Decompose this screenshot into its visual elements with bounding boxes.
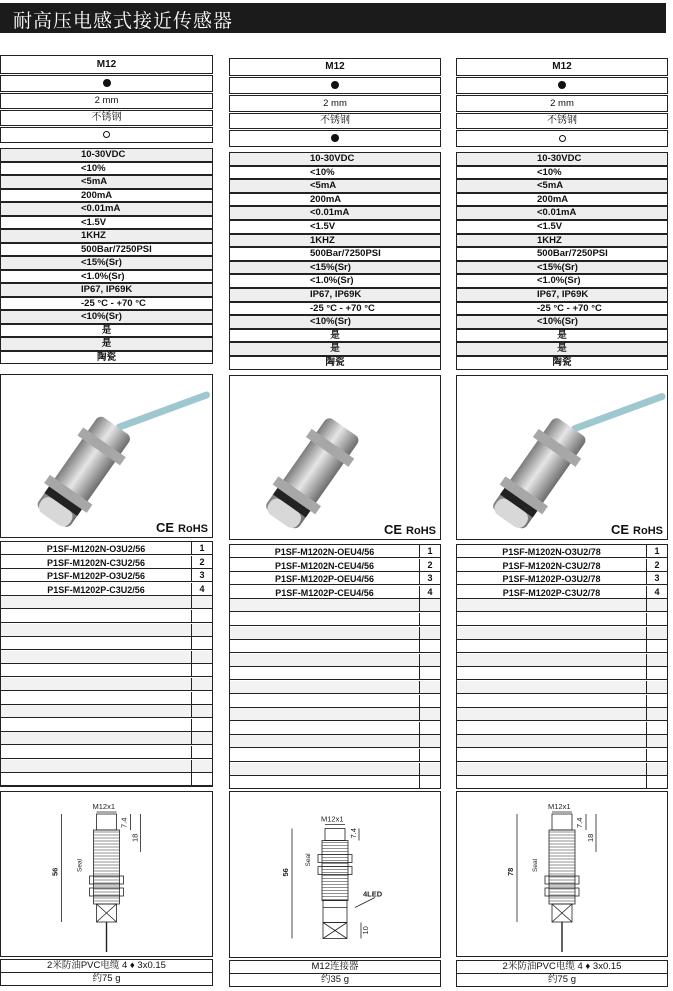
svg-text:Seal: Seal xyxy=(305,853,312,867)
spec-value: <1.0%(Sr) xyxy=(310,275,354,287)
spec-value: 200mA xyxy=(81,189,113,201)
part-index xyxy=(646,667,667,679)
table-row xyxy=(457,667,667,680)
dimension-drawing-box xyxy=(0,791,213,957)
spec-row xyxy=(456,288,668,302)
rohs-mark: RoHS xyxy=(633,525,663,537)
part-index xyxy=(419,654,440,666)
spec-row xyxy=(0,256,213,270)
non-flush-indicator-icon xyxy=(559,135,566,142)
spec-row xyxy=(229,261,441,275)
part-index xyxy=(191,651,212,663)
spec-value: 10-30VDC xyxy=(537,153,582,164)
spec-value: <5mA xyxy=(81,176,108,187)
table-row xyxy=(457,586,667,599)
part-index xyxy=(191,719,212,731)
spec-row xyxy=(0,297,213,311)
spec-row xyxy=(456,152,668,166)
table-row xyxy=(457,722,667,735)
spec-header-ring xyxy=(0,127,213,143)
part-number-table xyxy=(456,544,668,789)
svg-text:56: 56 xyxy=(281,868,290,877)
spec-row xyxy=(229,193,441,207)
ce-mark: CE xyxy=(610,522,630,537)
table-row xyxy=(230,735,440,748)
part-index xyxy=(646,735,667,747)
part-index xyxy=(191,637,212,649)
table-row xyxy=(457,749,667,762)
part-index xyxy=(646,599,667,611)
spec-row xyxy=(229,179,441,193)
sensor-photo xyxy=(1,375,212,537)
product-photo xyxy=(0,374,213,538)
table-row xyxy=(230,695,440,708)
spec-row xyxy=(456,193,668,207)
spec-header-dot xyxy=(229,130,441,147)
part-index xyxy=(419,749,440,761)
spec-row xyxy=(229,166,441,180)
spec-header-distance xyxy=(456,95,668,112)
table-row xyxy=(457,613,667,626)
spec-row xyxy=(0,351,213,365)
spec-header-material xyxy=(456,113,668,129)
table-row xyxy=(457,735,667,748)
part-code: P1SF-M1202P-OEU4/56 xyxy=(274,574,375,585)
sensing-distance: 2 mm xyxy=(94,95,119,106)
spec-value: <10% xyxy=(537,166,562,178)
housing-material: 不锈钢 xyxy=(91,112,122,123)
table-row xyxy=(230,654,440,667)
thread-label: M12x1 xyxy=(92,802,116,811)
table-row xyxy=(1,556,212,569)
spec-value: 200mA xyxy=(310,193,342,205)
spec-value: 是 xyxy=(557,329,567,341)
product-weight: 约75 g xyxy=(548,974,576,985)
part-index: 2 xyxy=(191,556,212,568)
spec-row xyxy=(229,315,441,329)
part-number-table xyxy=(0,541,213,787)
part-code: P1SF-M1202N-OEU4/56 xyxy=(274,547,375,557)
spec-value: 500Bar/7250PSI xyxy=(310,248,381,260)
product-weight: 约35 g xyxy=(321,974,349,985)
table-row xyxy=(1,651,212,664)
spec-row xyxy=(456,315,668,329)
table-row xyxy=(230,559,440,572)
spec-row xyxy=(456,220,668,234)
product-column xyxy=(229,0,441,991)
spec-value: <10%(Sr) xyxy=(537,316,578,328)
svg-text:Seal: Seal xyxy=(532,858,539,872)
spec-row xyxy=(0,162,213,176)
spec-header-ring xyxy=(456,130,668,147)
part-index: 4 xyxy=(191,583,212,595)
spec-row xyxy=(229,329,441,343)
part-index: 1 xyxy=(191,542,212,554)
spec-header-thread xyxy=(229,58,441,76)
housing-material: 不锈钢 xyxy=(547,115,577,126)
spec-value: 是 xyxy=(330,329,340,341)
spec-value: <0.01mA xyxy=(81,203,121,214)
spec-row xyxy=(229,234,441,248)
part-index xyxy=(419,695,440,707)
part-number-table xyxy=(229,544,441,789)
spec-value: <10% xyxy=(310,166,335,178)
spec-row xyxy=(456,302,668,316)
spec-value: 是 xyxy=(330,343,340,355)
part-index xyxy=(646,681,667,693)
table-row xyxy=(457,708,667,721)
spec-value: <15%(Sr) xyxy=(537,261,578,273)
table-row xyxy=(1,610,212,623)
spec-row xyxy=(229,220,441,234)
part-index xyxy=(419,722,440,734)
table-row xyxy=(1,678,212,691)
spec-value: 陶瓷 xyxy=(552,357,572,368)
table-row xyxy=(1,732,212,745)
table-row xyxy=(230,640,440,653)
svg-text:7.4: 7.4 xyxy=(119,817,129,828)
spec-row xyxy=(0,216,213,230)
part-code: P1SF-M1202N-CEU4/56 xyxy=(274,560,375,571)
part-index xyxy=(191,624,212,636)
table-row xyxy=(1,624,212,637)
table-row xyxy=(230,586,440,599)
part-index xyxy=(646,763,667,775)
table-row xyxy=(457,627,667,640)
svg-text:7.4: 7.4 xyxy=(349,828,358,839)
table-row xyxy=(230,667,440,680)
spec-value: 1KHZ xyxy=(310,234,335,246)
part-index xyxy=(191,773,212,785)
spec-value: <5mA xyxy=(537,180,564,192)
dimension-drawing xyxy=(457,792,667,956)
part-code: P1SF-M1202P-CEU4/56 xyxy=(275,587,374,598)
svg-text:Seal: Seal xyxy=(76,858,84,872)
part-index xyxy=(646,722,667,734)
spec-value: <10%(Sr) xyxy=(81,311,122,322)
spec-row xyxy=(0,202,213,216)
spec-header-distance xyxy=(229,95,441,112)
spec-row xyxy=(0,148,213,162)
spec-header-dot xyxy=(0,75,213,92)
spec-header-material xyxy=(0,110,213,126)
svg-text:M12x1: M12x1 xyxy=(321,814,344,824)
part-index: 2 xyxy=(646,559,667,571)
spec-value: IP67, IP69K xyxy=(310,289,362,300)
product-weight: 约75 g xyxy=(92,973,121,984)
part-index xyxy=(646,613,667,625)
spec-value: -25 °C - +70 °C xyxy=(537,302,602,314)
spec-header-thread xyxy=(0,55,213,74)
spec-row xyxy=(456,247,668,261)
part-index xyxy=(419,735,440,747)
table-row xyxy=(1,773,212,786)
spec-header-dot xyxy=(229,77,441,94)
table-row xyxy=(230,763,440,776)
table-row xyxy=(457,545,667,558)
part-code: P1SF-M1202P-C3U2/56 xyxy=(47,584,145,595)
spec-row xyxy=(0,324,213,338)
certification-marks xyxy=(156,520,208,535)
part-index xyxy=(646,749,667,761)
spec-value: <15%(Sr) xyxy=(81,257,122,268)
part-index xyxy=(191,705,212,717)
sensing-distance: 2 mm xyxy=(550,98,574,109)
svg-text:7.4: 7.4 xyxy=(575,817,584,828)
spec-value: <5mA xyxy=(310,180,337,192)
part-code: P1SF-M1202P-C3U2/78 xyxy=(502,587,601,598)
spec-row xyxy=(456,206,668,220)
spec-value: -25 °C - +70 °C xyxy=(310,302,375,314)
spec-row xyxy=(0,175,213,189)
table-row xyxy=(230,681,440,694)
part-index xyxy=(646,708,667,720)
connection-type: 2米防油PVC电缆 4 ♦ 3x0.15 xyxy=(457,961,667,974)
thread-size: M12 xyxy=(552,61,572,72)
connection-footer xyxy=(0,959,213,986)
spec-value: 500Bar/7250PSI xyxy=(81,243,152,255)
part-index xyxy=(419,599,440,611)
dimension-drawing xyxy=(1,792,212,956)
table-row xyxy=(1,569,212,582)
table-row xyxy=(1,542,212,555)
spec-row xyxy=(229,274,441,288)
spec-row xyxy=(456,274,668,288)
rohs-mark: RoHS xyxy=(178,523,208,535)
spec-row xyxy=(0,243,213,257)
table-row xyxy=(230,708,440,721)
part-index: 3 xyxy=(646,572,667,584)
table-row xyxy=(230,613,440,626)
part-index xyxy=(191,746,212,758)
spec-value: 陶瓷 xyxy=(325,357,345,368)
certification-marks xyxy=(384,522,436,537)
spec-row xyxy=(456,356,668,370)
product-photo xyxy=(456,375,668,540)
table-row xyxy=(230,572,440,585)
part-index xyxy=(191,678,212,690)
table-row xyxy=(457,695,667,708)
spec-value: 500Bar/7250PSI xyxy=(537,248,608,260)
table-row xyxy=(1,705,212,718)
svg-text:56: 56 xyxy=(50,867,60,876)
housing-material: 不锈钢 xyxy=(320,115,350,126)
spec-value: <10% xyxy=(81,162,106,174)
part-code: P1SF-M1202P-O3U2/78 xyxy=(502,574,601,585)
spec-row xyxy=(0,337,213,351)
table-row xyxy=(230,749,440,762)
part-index xyxy=(419,708,440,720)
part-index: 4 xyxy=(419,586,440,598)
flush-indicator-icon xyxy=(103,79,111,87)
table-row xyxy=(230,627,440,640)
table-row xyxy=(457,776,667,789)
part-code: P1SF-M1202N-C3U2/78 xyxy=(502,560,601,571)
part-index xyxy=(419,613,440,625)
part-index xyxy=(646,776,667,788)
spec-value: IP67, IP69K xyxy=(537,289,589,300)
part-index: 2 xyxy=(419,559,440,571)
rohs-mark: RoHS xyxy=(406,525,436,537)
spec-row xyxy=(229,247,441,261)
spec-row xyxy=(229,342,441,356)
spec-value: IP67, IP69K xyxy=(81,284,133,295)
spec-value: <0.01mA xyxy=(537,207,577,219)
flush-indicator-icon xyxy=(331,134,339,142)
table-row xyxy=(1,760,212,773)
spec-value: <10%(Sr) xyxy=(310,316,351,328)
spec-row xyxy=(229,288,441,302)
part-index: 3 xyxy=(191,569,212,581)
part-index xyxy=(191,760,212,772)
spec-value: <1.5V xyxy=(537,221,563,232)
dimension-drawing-box xyxy=(456,791,668,957)
spec-row xyxy=(456,261,668,275)
connection-footer xyxy=(229,960,441,987)
table-row xyxy=(457,640,667,653)
part-index xyxy=(646,654,667,666)
product-column xyxy=(456,0,668,991)
part-code: P1SF-M1202P-O3U2/56 xyxy=(46,571,146,582)
part-index xyxy=(419,681,440,693)
page-title: 耐高压电感式接近传感器 xyxy=(13,11,234,32)
product-column xyxy=(0,0,213,991)
spec-value: <1.5V xyxy=(81,216,107,228)
spec-value: 是 xyxy=(101,324,112,336)
spec-value: 陶瓷 xyxy=(96,351,116,363)
svg-text:4LED: 4LED xyxy=(363,889,383,899)
table-row xyxy=(457,572,667,585)
table-row xyxy=(230,776,440,789)
thread-size: M12 xyxy=(96,59,117,70)
spec-row xyxy=(0,270,213,284)
spec-header-distance xyxy=(0,93,213,109)
svg-text:78: 78 xyxy=(506,867,515,876)
spec-value: <0.01mA xyxy=(310,207,350,219)
table-row xyxy=(1,719,212,732)
spec-value: 是 xyxy=(101,338,112,349)
spec-value: 1KHZ xyxy=(81,230,106,241)
non-flush-indicator-icon xyxy=(103,131,110,138)
spec-row xyxy=(0,283,213,297)
table-row xyxy=(457,599,667,612)
spec-value: <1.0%(Sr) xyxy=(81,270,125,282)
ce-mark: CE xyxy=(155,520,175,535)
flush-indicator-icon xyxy=(558,81,566,89)
spec-row xyxy=(0,229,213,243)
spec-row xyxy=(229,302,441,316)
spec-value: <1.5V xyxy=(310,221,336,232)
table-row xyxy=(1,664,212,677)
spec-row xyxy=(456,166,668,180)
part-index xyxy=(419,776,440,788)
connection-type: 2米防油PVC电缆 4 ♦ 3x0.15 xyxy=(1,960,212,973)
part-index: 3 xyxy=(419,572,440,584)
table-row xyxy=(457,654,667,667)
spec-header-thread xyxy=(456,58,668,76)
part-index xyxy=(191,732,212,744)
sensor-photo xyxy=(230,376,440,539)
spec-row xyxy=(456,234,668,248)
part-index: 1 xyxy=(646,545,667,557)
thread-label: M12x1 xyxy=(548,802,571,811)
part-index xyxy=(419,763,440,775)
part-index xyxy=(646,695,667,707)
part-index xyxy=(419,640,440,652)
table-row xyxy=(457,559,667,572)
table-row xyxy=(1,746,212,759)
sensor-photo xyxy=(457,376,667,539)
sensing-distance: 2 mm xyxy=(323,98,347,109)
svg-text:18: 18 xyxy=(130,833,140,842)
svg-text:18: 18 xyxy=(586,833,595,842)
product-photo xyxy=(229,375,441,540)
spec-row xyxy=(456,179,668,193)
table-row xyxy=(457,681,667,694)
spec-row xyxy=(456,342,668,356)
table-row xyxy=(1,596,212,609)
part-index: 4 xyxy=(646,586,667,598)
table-row xyxy=(230,722,440,735)
table-row xyxy=(457,763,667,776)
part-index xyxy=(419,667,440,679)
spec-row xyxy=(229,356,441,370)
table-row xyxy=(1,637,212,650)
spec-value: 10-30VDC xyxy=(81,149,126,160)
spec-value: <1.0%(Sr) xyxy=(537,275,581,287)
connection-type: M12连接器 xyxy=(230,961,440,974)
spec-header-dot xyxy=(456,77,668,94)
spec-value: 10-30VDC xyxy=(310,153,355,164)
spec-row xyxy=(229,152,441,166)
flush-indicator-icon xyxy=(331,81,339,89)
part-index xyxy=(191,692,212,704)
spec-row xyxy=(0,310,213,324)
table-row xyxy=(1,583,212,596)
table-row xyxy=(230,545,440,558)
dimension-drawing-box xyxy=(229,791,441,958)
certification-marks xyxy=(611,522,663,537)
part-index xyxy=(191,610,212,622)
table-row xyxy=(230,599,440,612)
spec-row xyxy=(0,189,213,203)
part-index xyxy=(191,596,212,608)
part-code: P1SF-M1202N-O3U2/56 xyxy=(46,544,146,554)
part-index xyxy=(191,664,212,676)
spec-value: 1KHZ xyxy=(537,234,562,246)
spec-value: 200mA xyxy=(537,193,569,205)
spec-row xyxy=(229,206,441,220)
dimension-drawing xyxy=(230,792,440,957)
table-row xyxy=(1,692,212,705)
svg-text:10: 10 xyxy=(361,926,370,935)
part-index xyxy=(646,627,667,639)
part-index: 1 xyxy=(419,545,440,557)
connection-footer xyxy=(456,960,668,987)
part-code: P1SF-M1202N-O3U2/78 xyxy=(502,547,601,557)
spec-row xyxy=(456,329,668,343)
part-index xyxy=(646,640,667,652)
part-index xyxy=(419,627,440,639)
spec-header-material xyxy=(229,113,441,129)
spec-value: -25 °C - +70 °C xyxy=(81,297,146,309)
part-code: P1SF-M1202N-C3U2/56 xyxy=(46,557,146,568)
ce-mark: CE xyxy=(383,522,403,537)
thread-size: M12 xyxy=(325,61,345,72)
spec-value: 是 xyxy=(557,343,567,355)
spec-value: <15%(Sr) xyxy=(310,261,351,273)
